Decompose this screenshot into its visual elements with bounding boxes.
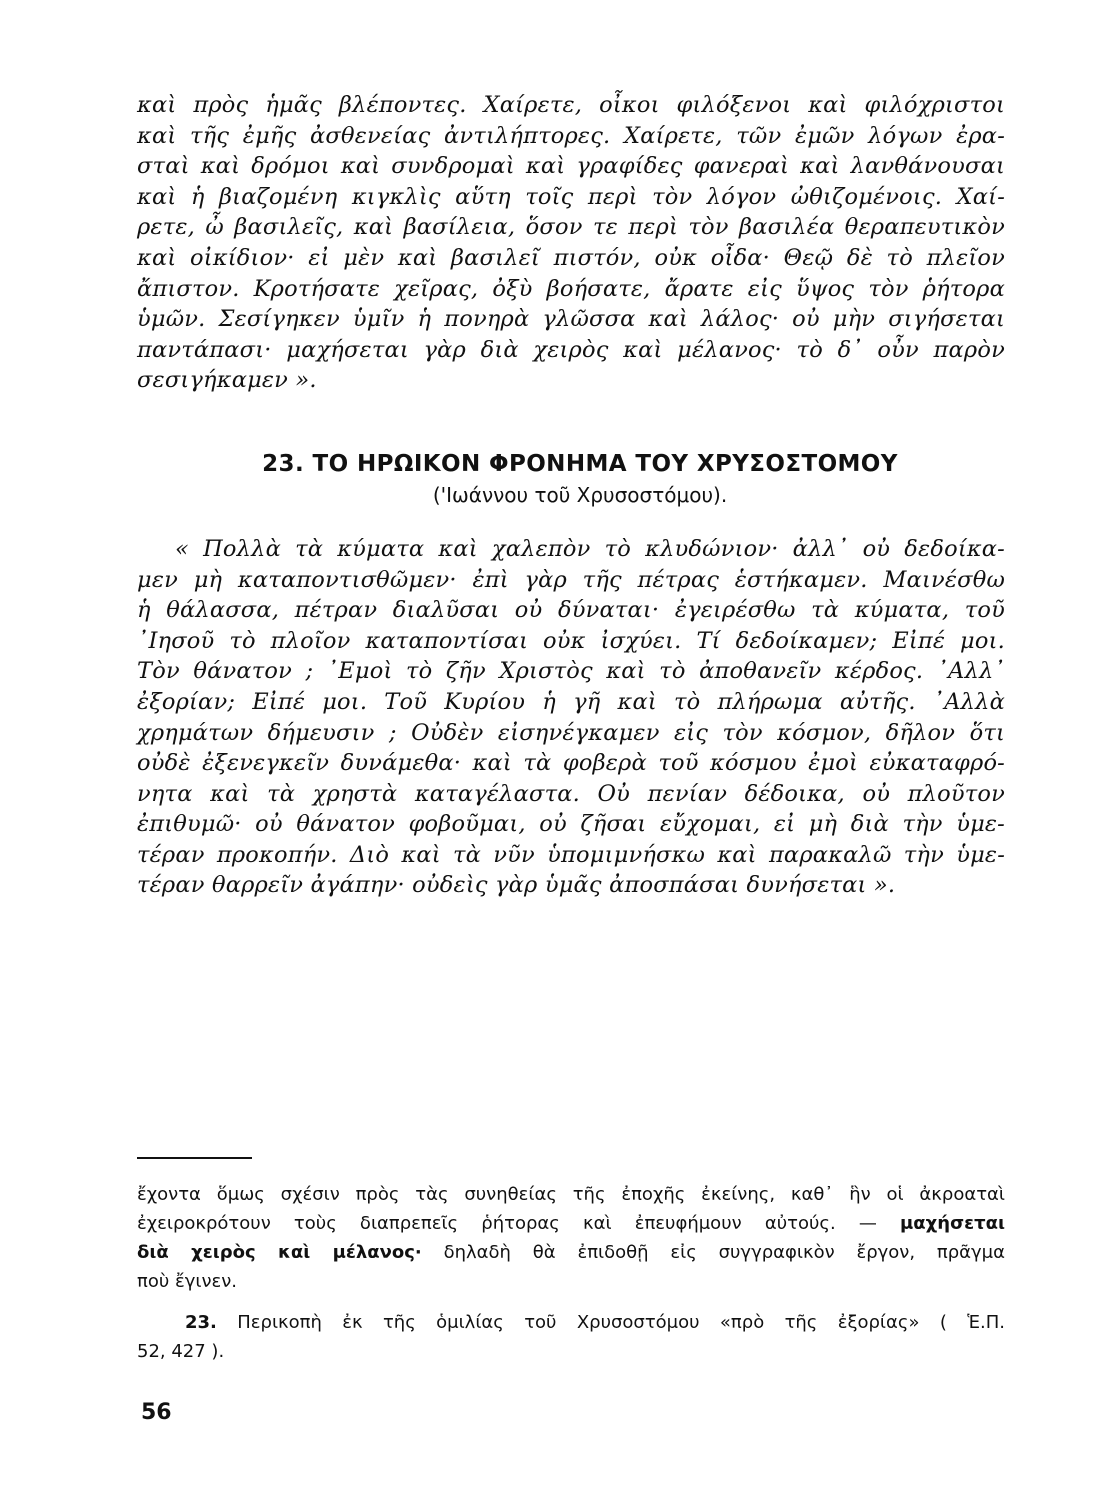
quote-line: χρημάτων δήμευσιν ; Οὐδὲν εἰσηνέγκαμεν εἰς τὸν κόσμον, δῆλον ὅτι bbox=[137, 719, 1005, 746]
passage-line: παντάπασι· μαχήσεται γὰρ διὰ χειρὸς καὶ μέλανος· τὸ δ᾽ οὖν παρὸν bbox=[137, 336, 1005, 363]
passage-line: καὶ οἰκίδιον· εἰ μὲν καὶ βασιλεῖ πιστόν, οὐκ οἶδα· Θεῷ δὲ τὸ πλεῖον bbox=[137, 244, 1005, 271]
footnote-term: μαχήσεται bbox=[900, 1213, 1005, 1234]
footnote-line: 52, 427 ). bbox=[137, 1341, 225, 1362]
quote-line: « Πολλὰ τὰ κύματα καὶ χαλεπὸν τὸ κλυδώνιον· ἀλλ᾽ οὐ δεδοίκα- bbox=[175, 535, 1005, 562]
footnote-term: διὰ χειρὸς καὶ μέλανος· bbox=[137, 1242, 422, 1263]
quote-line: νητα καὶ τὰ χρηστὰ καταγέλαστα. Οὐ πενίαν δέδοικα, οὐ πλοῦτον bbox=[137, 780, 1005, 807]
passage-line: σεσιγήκαμεν ». bbox=[137, 367, 317, 394]
quote-line: μεν μὴ καταποντισθῶμεν· ἐπὶ γὰρ τῆς πέτρας ἑστήκαμεν. Μαινέσθω bbox=[137, 566, 1005, 593]
footnote-text: Περικοπὴ ἐκ τῆς ὁμιλίας τοῦ Χρυσοστόμου «πρὸ τῆς ἐξορίας» ( Ἑ.Π. bbox=[237, 1312, 1005, 1333]
previous-passage bbox=[137, 90, 1005, 396]
quote-line: ἐξορίαν; Εἰπέ μοι. Τοῦ Κυρίου ἡ γῆ καὶ τὸ πλήρωμα αὐτῆς. ᾽Αλλὰ bbox=[137, 688, 1005, 715]
passage-line: σταὶ καὶ δρόμοι καὶ συνδρομαὶ καὶ γραφίδες φανεραὶ καὶ λανθάνουσαι bbox=[137, 153, 1005, 180]
section-subheading: ('Ιωάννου τοῦ Χρυσοστόμου). bbox=[432, 482, 728, 507]
passage-line: καὶ τῆς ἐμῆς ἀσθενείας ἀντιλήπτορες. Χαίρετε, τῶν ἐμῶν λόγων ἐρα- bbox=[137, 122, 1005, 149]
quote-line: οὐδὲ ἐξενεγκεῖν δυνάμεθα· καὶ τὰ φοβερὰ τοῦ κόσμου ἐμοὶ εὐκαταφρό- bbox=[137, 750, 1005, 777]
quote-line: ἐπιθυμῶ· οὐ θάνατον φοβοῦμαι, οὐ ζῆσαι εὔχομαι, εἰ μὴ διὰ τὴν ὑμε- bbox=[137, 811, 1005, 838]
section-heading: 23. ΤΟ ΗΡΩΙΚΟΝ ΦΡΟΝΗΜΑ ΤΟΥ ΧΡΥΣΟΣΤΟΜΟΥ bbox=[262, 450, 898, 477]
page-body bbox=[137, 90, 1005, 901]
passage-line: ὑμῶν. Σεσίγηκεν ὑμῖν ἡ πονηρὰ γλῶσσα καὶ λάλος· οὐ μὴν σιγήσεται bbox=[137, 306, 1005, 333]
quote-line: τέραν προκοπήν. Διὸ καὶ τὰ νῦν ὑπομιμνήσκω καὶ παρακαλῶ τὴν ὑμε- bbox=[137, 841, 1005, 868]
quote-line: ἡ θάλασσα, πέτραν διαλῦσαι οὐ δύναται· ἐγειρέσθω τὰ κύματα, τοῦ bbox=[137, 597, 1005, 624]
quote-passage bbox=[137, 534, 1005, 901]
quote-line: Τὸν θάνατον ; ᾽Εμοὶ τὸ ζῆν Χριστὸς καὶ τὸ ἀποθανεῖν κέρδος. ᾽Αλλ᾽ bbox=[137, 658, 1005, 685]
footnote-text: δηλαδὴ θὰ ἐπιδοθῇ εἰς συγγραφικὸν ἔργον, πρᾶγμα bbox=[443, 1242, 1005, 1263]
footnote-text: ἐχειροκρότουν τοὺς διαπρεπεῖς ῥήτορας καὶ ἐπευφήμουν αὐτούς. — bbox=[137, 1213, 877, 1234]
passage-line: ἄπιστον. Κροτήσατε χεῖρας, ὀξὺ βοήσατε, ἄρατε εἰς ὕψος τὸν ῥήτορα bbox=[137, 275, 1005, 302]
quote-line: τέραν θαρρεῖν ἀγάπην· οὐδεὶς γὰρ ὑμᾶς ἀποσπάσαι δυνήσεται ». bbox=[137, 872, 896, 899]
footnote-line bbox=[137, 1308, 1005, 1337]
quote-line: ᾽Ιησοῦ τὸ πλοῖον καταποντίσαι οὐκ ἰσχύει. Τί δεδοίκαμεν; Εἰπέ μοι. bbox=[137, 627, 1005, 654]
footnote-number: 23. bbox=[185, 1312, 217, 1333]
footnote-divider bbox=[137, 1157, 252, 1159]
passage-line: καὶ πρὸς ἡμᾶς βλέποντες. Χαίρετε, οἶκοι φιλόξενοι καὶ φιλόχριστοι bbox=[137, 92, 1005, 118]
footnotes bbox=[137, 1180, 1005, 1366]
footnote-line bbox=[137, 1238, 1005, 1267]
page-number: 56 bbox=[141, 1400, 172, 1425]
footnote-line: ἔχοντα ὅμως σχέσιν πρὸς τὰς συνηθείας τῆς ἐποχῆς ἐκείνης, καθ᾽ ἣν οἱ ἀκροαταὶ bbox=[137, 1184, 1005, 1205]
footnote-line bbox=[137, 1209, 1005, 1238]
passage-line: ρετε, ὦ βασιλεῖς, καὶ βασίλεια, ὅσον τε περὶ τὸν βασιλέα θεραπευτικὸν bbox=[137, 214, 1005, 241]
passage-line: καὶ ἡ βιαζομένη κιγκλὶς αὕτη τοῖς περὶ τὸν λόγον ὠθιζομένοις. Χαί- bbox=[137, 183, 1005, 210]
footnote-line: ποὺ ἔγινεν. bbox=[137, 1271, 238, 1292]
